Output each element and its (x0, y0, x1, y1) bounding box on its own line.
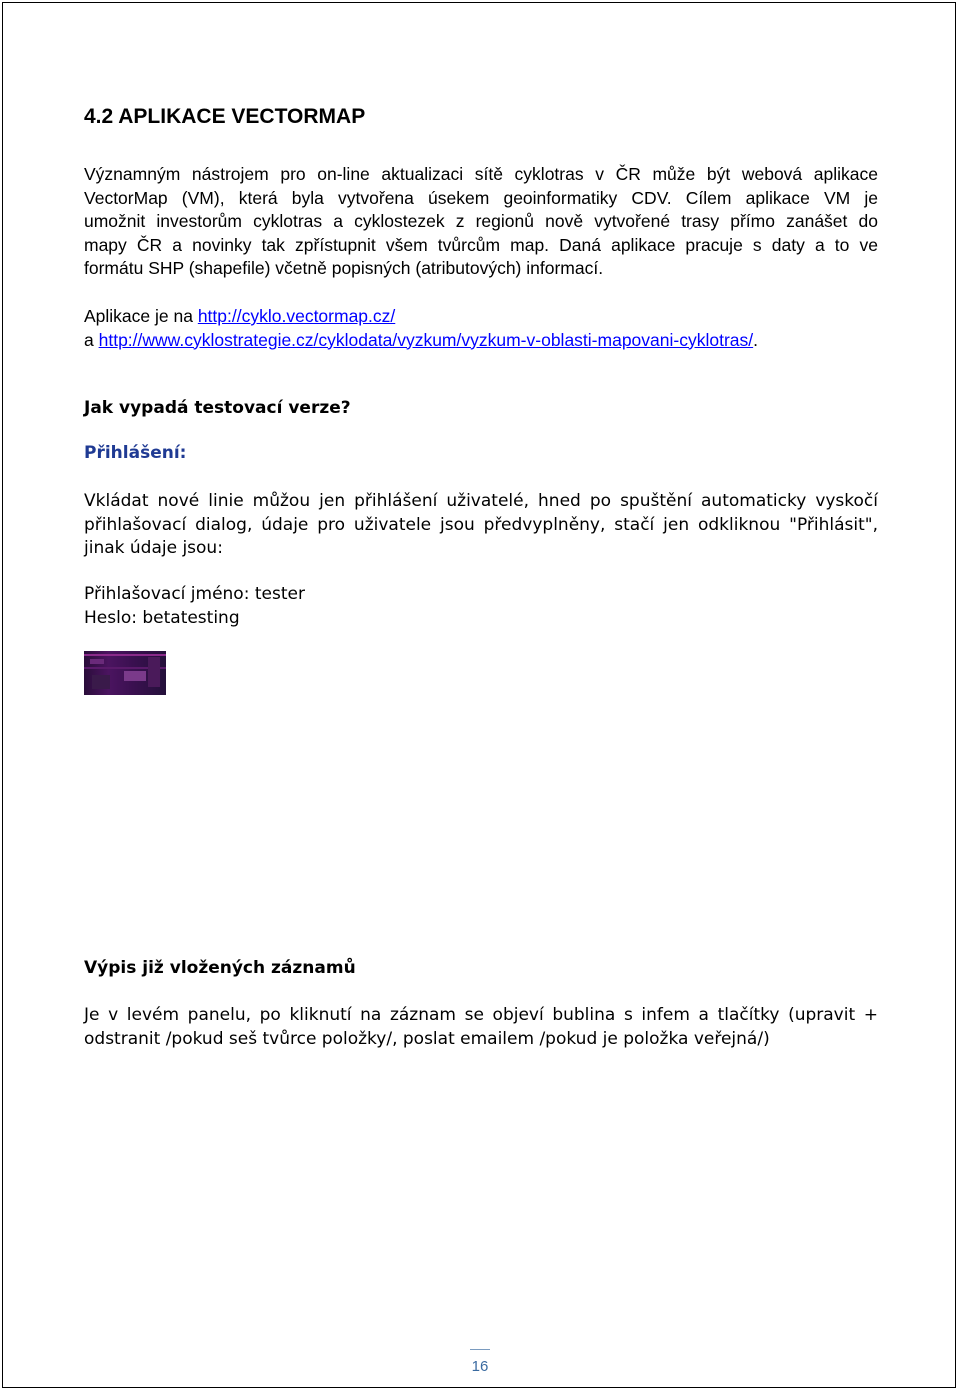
credentials (84, 583, 305, 630)
login-dialog-screenshot-thumbnail (84, 651, 166, 695)
records-paragraph (84, 1004, 878, 1051)
link-prefix-2: a (84, 329, 99, 350)
intro-line-5: formátu SHP (shapefile) včetně popisných (atributových) informací. (84, 258, 604, 278)
intro-line-1: Významným nástrojem pro on-line aktualizaci sítě cyklotras v ČR může být webová aplikace (84, 164, 878, 184)
username-line: Přihlašovací jméno: tester (84, 584, 305, 604)
test-version-heading: Jak vypadá testovací verze? (84, 398, 351, 418)
link-line-2 (84, 329, 758, 353)
records-line-1: Je v levém panelu, po kliknutí na záznam se objeví bublina s infem a tlačítky (upravit + (84, 1005, 878, 1025)
intro-line-4: mapy ČR a novinky tak zpřístupnit všem tvůrcům map. Daná aplikace pracuje s daty a to ve (84, 234, 878, 255)
records-heading: Výpis již vložených záznamů (84, 958, 356, 978)
cyklostrategie-link[interactable]: http://www.cyklostrategie.cz/cyklodata/vyzkum/vyzkum-v-oblasti-mapovani-cyklotras/ (98, 329, 754, 350)
page-number: 16 (471, 1358, 489, 1375)
login-line-2: přihlašovací dialog, údaje pro uživatele jsou předvyplněny, stačí jen odkliknou "Přihlásit", (84, 514, 878, 535)
intro-paragraph (84, 163, 878, 281)
records-line-2: odstranit /pokud seš tvůrce položky/, poslat emailem /pokud je položka veřejná/) (84, 1028, 770, 1049)
link-prefix-1: Aplikace je na (84, 306, 198, 326)
link-line-1 (84, 305, 758, 329)
links-paragraph (84, 305, 758, 352)
link-suffix-2: . (753, 329, 758, 350)
footer-rule (470, 1349, 490, 1350)
login-paragraph (84, 490, 878, 561)
password-line: Heslo: betatesting (84, 607, 240, 628)
login-heading: Přihlášení: (84, 443, 187, 463)
intro-line-3: umožnit investorům cyklotras a cyklostezek z regionů nově vytvořené trasy přímo zanášet do (84, 211, 878, 231)
section-title: 4.2 APLIKACE VECTORMAP (84, 105, 366, 128)
login-line-3: jinak údaje jsou: (84, 538, 223, 558)
login-line-1: Vkládat nové linie můžou jen přihlášení uživatelé, hned po spuštění automaticky vyskočí (84, 491, 878, 511)
vectormap-link[interactable]: http://cyklo.vectormap.cz/ (197, 306, 396, 326)
intro-line-2: VectorMap (VM), která byla vytvořena úsekem geoinformatiky CDV. Cílem aplikace VM je (84, 187, 878, 208)
